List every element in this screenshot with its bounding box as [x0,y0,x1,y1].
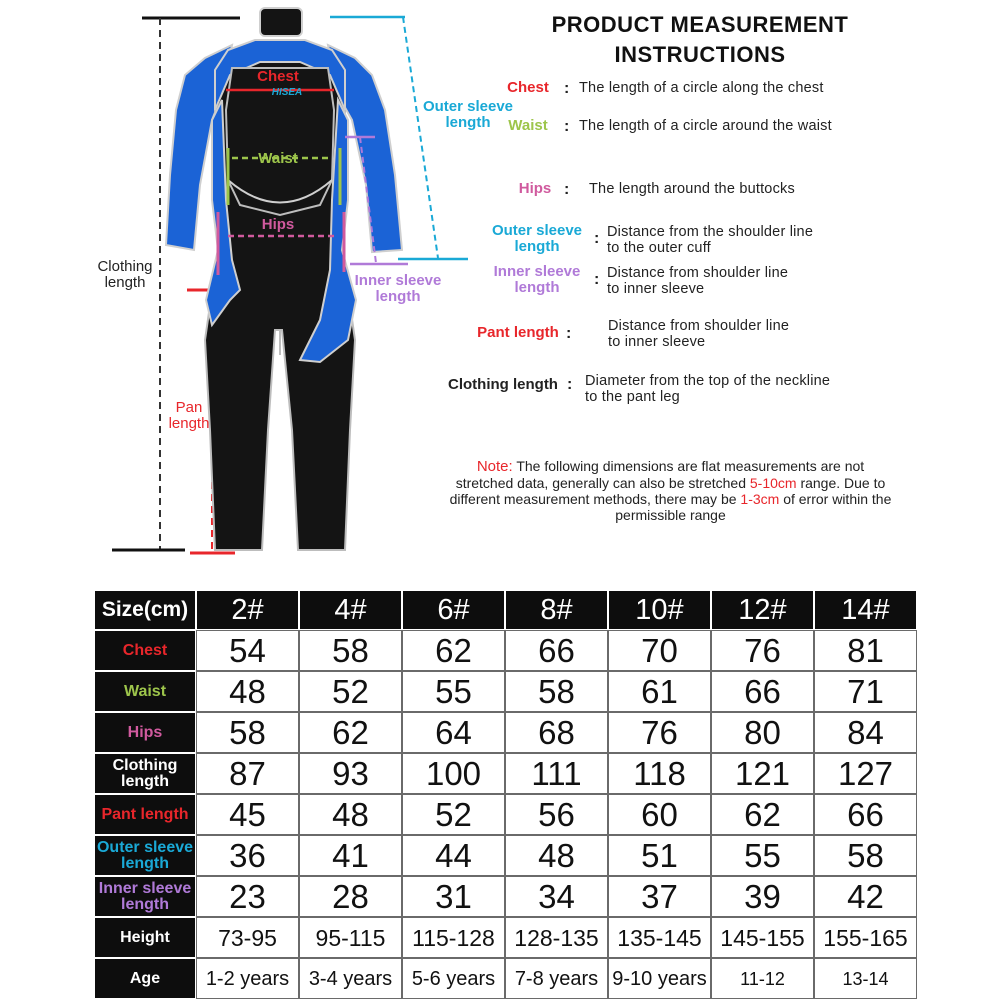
table-cell: 66 [814,794,917,835]
table-row [94,753,917,794]
instruction-term-outer-sleeve [482,223,592,255]
instruction-desc-clothing-length-line1: Diameter from the top of the neckline [585,373,831,389]
row-label-line: Age [129,969,161,987]
inner-sleeve-label [345,273,451,305]
row-label [94,671,196,712]
table-row [94,876,917,917]
table-cell: 51 [608,835,711,876]
instruction-term-chest: Chest [507,79,549,96]
row-label [94,753,196,794]
table-cell: 100 [402,753,505,794]
inner-sleeve-label-line1: Inner sleeve [354,272,442,289]
table-cell: 87 [196,753,299,794]
header-size-cell: 14# [814,590,917,630]
note-error-range: 1-3cm [740,491,780,507]
pant-length-label-line1: Pan [175,399,203,416]
table-cell: 145-155 [711,917,814,958]
instruction-term-outer-sleeve-line1: Outer sleeve [491,222,583,239]
instruction-desc-hips [589,181,795,197]
table-cell: 52 [299,671,402,712]
instruction-colon-hips: : [564,181,570,198]
instruction-colon-chest: : [564,80,570,97]
table-cell: 93 [299,753,402,794]
row-label [94,712,196,753]
note-stretch-range: 5-10cm [749,475,797,491]
waist-label: Waist [258,150,298,167]
table-cell: 127 [814,753,917,794]
row-label-line: length [121,772,169,790]
table-cell: 76 [711,630,814,671]
table-cell: 54 [196,630,299,671]
table-cell: 44 [402,835,505,876]
instruction-desc-pant-length [608,318,789,350]
table-row [94,794,917,835]
table-cell: 58 [505,671,608,712]
row-label-line: length [121,895,169,913]
instruction-colon-inner-sleeve: : [594,271,600,288]
table-cell: 68 [505,712,608,753]
clothing-length-label-line1: Clothing [97,258,153,275]
table-cell: 71 [814,671,917,712]
table-row [94,630,917,671]
table-cell: 48 [505,835,608,876]
table-cell: 5-6 years [402,958,505,999]
hips-label: Hips [261,216,295,233]
table-cell: 76 [608,712,711,753]
table-cell: 48 [196,671,299,712]
table-cell: 58 [299,630,402,671]
table-cell: 7-8 years [505,958,608,999]
table-header-row [94,590,917,630]
table-cell: 48 [299,794,402,835]
note-text-3: of error within the permissible range [615,491,892,523]
instruction-term-inner-sleeve-line2: length [514,279,560,296]
header-size-cell: 12# [711,590,814,630]
instruction-term-clothing-length: Clothing length [448,376,558,393]
table-cell: 66 [505,630,608,671]
table-cell: 80 [711,712,814,753]
table-row [94,917,917,958]
instruction-desc-waist [579,118,832,134]
instruction-term-outer-sleeve-line2: length [514,238,560,255]
table-cell: 155-165 [814,917,917,958]
pant-length-label [158,400,220,432]
title-line-2: INSTRUCTIONS [614,42,786,67]
table-cell: 1-2 years [196,958,299,999]
table-cell: 61 [608,671,711,712]
table-cell: 52 [402,794,505,835]
row-label-line: Chest [122,641,168,659]
instruction-desc-outer-sleeve [607,224,813,256]
row-label [94,876,196,917]
table-cell: 95-115 [299,917,402,958]
instruction-desc-hips-line1: The length around the buttocks [589,181,795,197]
table-cell: 128-135 [505,917,608,958]
table-cell: 23 [196,876,299,917]
table-cell: 55 [711,835,814,876]
row-label-line: Clothing [112,756,178,774]
table-cell: 58 [196,712,299,753]
header-size-cell: 2# [196,590,299,630]
instruction-colon-outer-sleeve: : [594,230,600,247]
table-row [94,671,917,712]
clothing-length-label [88,259,162,291]
table-cell: 84 [814,712,917,753]
row-label-line: Waist [123,682,167,700]
header-size-cell: 6# [402,590,505,630]
instruction-desc-inner-sleeve-line1: Distance from shoulder line [607,265,789,281]
row-label [94,958,196,999]
table-cell: 121 [711,753,814,794]
table-cell: 66 [711,671,814,712]
note-text-2: range. Due to different measurement methods, there may be [449,475,886,507]
instruction-desc-chest-line1: The length of a circle along the chest [579,80,824,96]
table-cell: 115-128 [402,917,505,958]
row-label [94,917,196,958]
instruction-desc-inner-sleeve [607,265,788,297]
table-cell: 55 [402,671,505,712]
table-cell: 70 [608,630,711,671]
measurement-note [448,458,893,523]
instruction-colon-pant-length: : [566,325,572,342]
table-cell: 37 [608,876,711,917]
row-label-line: Pant length [101,805,189,823]
table-cell: 111 [505,753,608,794]
table-cell: 81 [814,630,917,671]
table-cell: 28 [299,876,402,917]
table-row [94,958,917,999]
size-chart-table [94,590,917,999]
header-size-cell: 4# [299,590,402,630]
instruction-desc-waist-line1: The length of a circle around the waist [579,118,832,134]
table-cell: 36 [196,835,299,876]
inner-sleeve-label-line2: length [375,288,421,305]
table-cell: 13-14 [814,958,917,999]
instruction-desc-pant-length-line2: to inner sleeve [608,334,706,350]
header-size-cell: 10# [608,590,711,630]
instruction-term-inner-sleeve-line1: Inner sleeve [493,263,581,280]
instruction-desc-chest [579,80,824,96]
chest-label: Chest [257,68,299,85]
table-cell: 3-4 years [299,958,402,999]
note-text-1: The following dimensions are flat measurements are not stretched data, generally can also be stretched [455,458,865,491]
row-label [94,794,196,835]
row-label-line: Outer sleeve [96,838,194,856]
instruction-desc-outer-sleeve-line1: Distance from the shoulder line [607,224,814,240]
table-cell: 31 [402,876,505,917]
table-cell: 39 [711,876,814,917]
table-cell: 9-10 years [608,958,711,999]
clothing-length-label-line2: length [104,274,146,291]
row-label [94,630,196,671]
table-row [94,835,917,876]
instruction-term-waist: Waist [508,117,548,134]
instruction-desc-clothing-length [585,373,830,405]
row-label [94,835,196,876]
table-cell: 41 [299,835,402,876]
table-cell: 62 [402,630,505,671]
table-cell: 45 [196,794,299,835]
instruction-desc-inner-sleeve-line2: to inner sleeve [607,281,705,297]
table-cell: 11-12 [711,958,814,999]
instruction-colon-waist: : [564,118,570,135]
row-label-line: Height [120,928,170,946]
instruction-desc-outer-sleeve-line2: to the outer cuff [607,240,711,256]
table-cell: 62 [299,712,402,753]
instruction-desc-clothing-length-line2: to the pant leg [585,389,680,405]
outer-sleeve-label-line1: Outer sleeve [422,98,514,115]
table-cell: 118 [608,753,711,794]
table-cell: 62 [711,794,814,835]
note-label: Note: [476,458,513,475]
instruction-term-inner-sleeve [482,264,592,296]
brand-logo: HISEA [271,87,303,98]
table-cell: 42 [814,876,917,917]
outer-sleeve-guide [403,17,438,258]
table-cell: 135-145 [608,917,711,958]
outer-sleeve-label-line2: length [445,114,491,131]
table-cell: 73-95 [196,917,299,958]
instruction-desc-pant-length-line1: Distance from shoulder line [608,318,790,334]
table-cell: 58 [814,835,917,876]
table-cell: 56 [505,794,608,835]
pant-length-label-line2: length [168,415,210,432]
instruction-term-hips: Hips [518,180,552,197]
instruction-term-pant-length: Pant length [477,324,559,341]
table-cell: 64 [402,712,505,753]
header-size-cell: 8# [505,590,608,630]
row-label-line: length [121,854,169,872]
instruction-colon-clothing-length: : [567,376,573,393]
table-cell: 60 [608,794,711,835]
header-size-label: Size(cm) [94,590,196,630]
row-label-line: Inner sleeve [98,879,192,897]
title-line-1: PRODUCT MEASUREMENT [551,12,849,37]
table-row [94,712,917,753]
row-label-line: Hips [127,723,163,741]
table-cell: 34 [505,876,608,917]
